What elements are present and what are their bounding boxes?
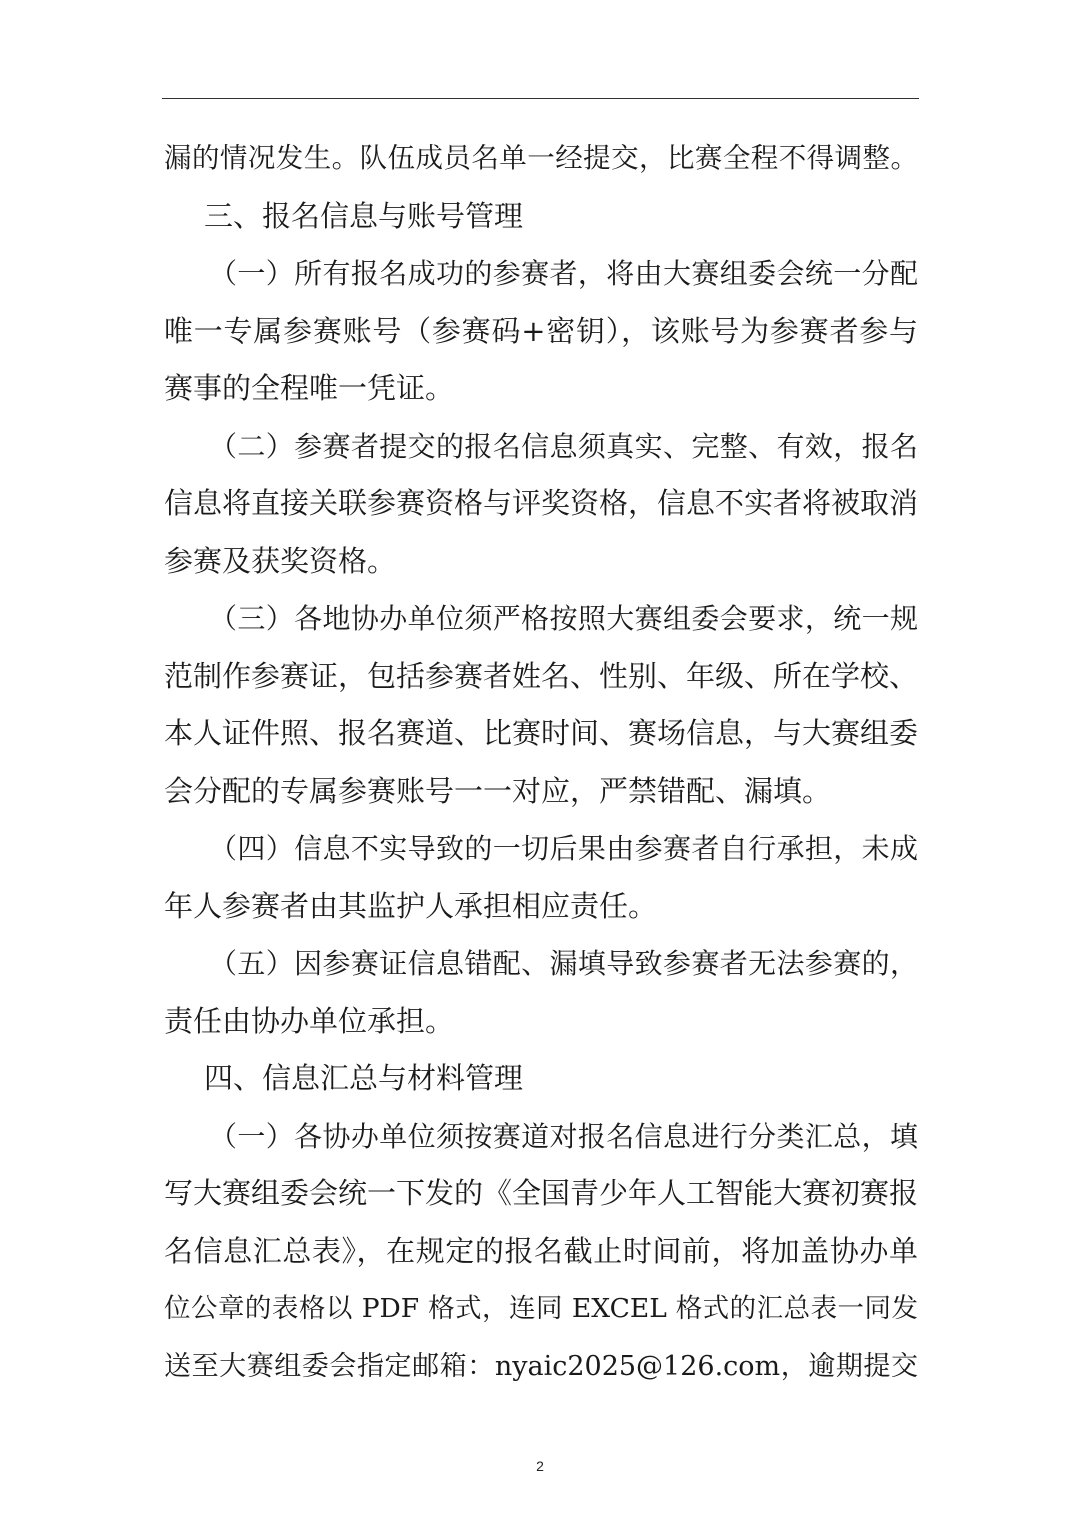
paragraph-line: （一）所有报名成功的参赛者，将由大赛组委会统一分配 (209, 257, 918, 290)
section-heading: 三、报名信息与账号管理 (204, 198, 524, 233)
paragraph-line: 漏的情况发生。队伍成员名单一经提交，比赛全程不得调整。 (164, 142, 918, 174)
paragraph-line: （一）各协办单位须按赛道对报名信息进行分类汇总，填 (209, 1119, 918, 1153)
paragraph-line: 位公章的表格以 PDF 格式，连同 EXCEL 格式的汇总表一同发 (164, 1293, 918, 1324)
header-rule (162, 98, 919, 99)
paragraph-line: 参赛及获奖资格。 (164, 543, 397, 578)
paragraph-line: 年人参赛者由其监护人承担相应责任。 (164, 888, 658, 923)
paragraph-line: 责任由协办单位承担。 (164, 1003, 455, 1038)
paragraph-line: 会分配的专属参赛账号一一对应，严禁错配、漏填。 (164, 773, 832, 808)
paragraph-line: 名信息汇总表》，在规定的报名截止时间前，将加盖协办单 (164, 1233, 918, 1268)
paragraph-line: （二）参赛者提交的报名信息须真实、完整、有效，报名 (209, 429, 918, 463)
paragraph-line: （三）各地协办单位须严格按照大赛组委会要求，统一规 (209, 602, 918, 635)
section-heading: 四、信息汇总与材料管理 (204, 1061, 524, 1095)
paragraph-line: 唯一专属参赛账号（参赛码+密钥），该账号为参赛者参与 (164, 313, 918, 348)
document-body (164, 130, 918, 1395)
paragraph-line: 写大赛组委会统一下发的《全国青少年人工智能大赛初赛报 (164, 1176, 919, 1210)
paragraph-line: 送至大赛组委会指定邮箱：nyaic2025@126.com，逾期提交 (164, 1350, 918, 1382)
paragraph-line: （五）因参赛证信息错配、漏填导致参赛者无法参赛的， (209, 947, 918, 980)
paragraph-line: 赛事的全程唯一凭证。 (164, 371, 455, 405)
paragraph-line: （四）信息不实导致的一切后果由参赛者自行承担，未成 (209, 832, 918, 865)
page-number: 2 (536, 1458, 544, 1474)
paragraph-line: 信息将直接关联参赛资格与评奖资格，信息不实者将被取消 (164, 486, 919, 520)
paragraph-line: 本人证件照、报名赛道、比赛时间、赛场信息，与大赛组委 (164, 716, 919, 750)
paragraph-line: 范制作参赛证，包括参赛者姓名、性别、年级、所在学校、 (164, 658, 919, 693)
